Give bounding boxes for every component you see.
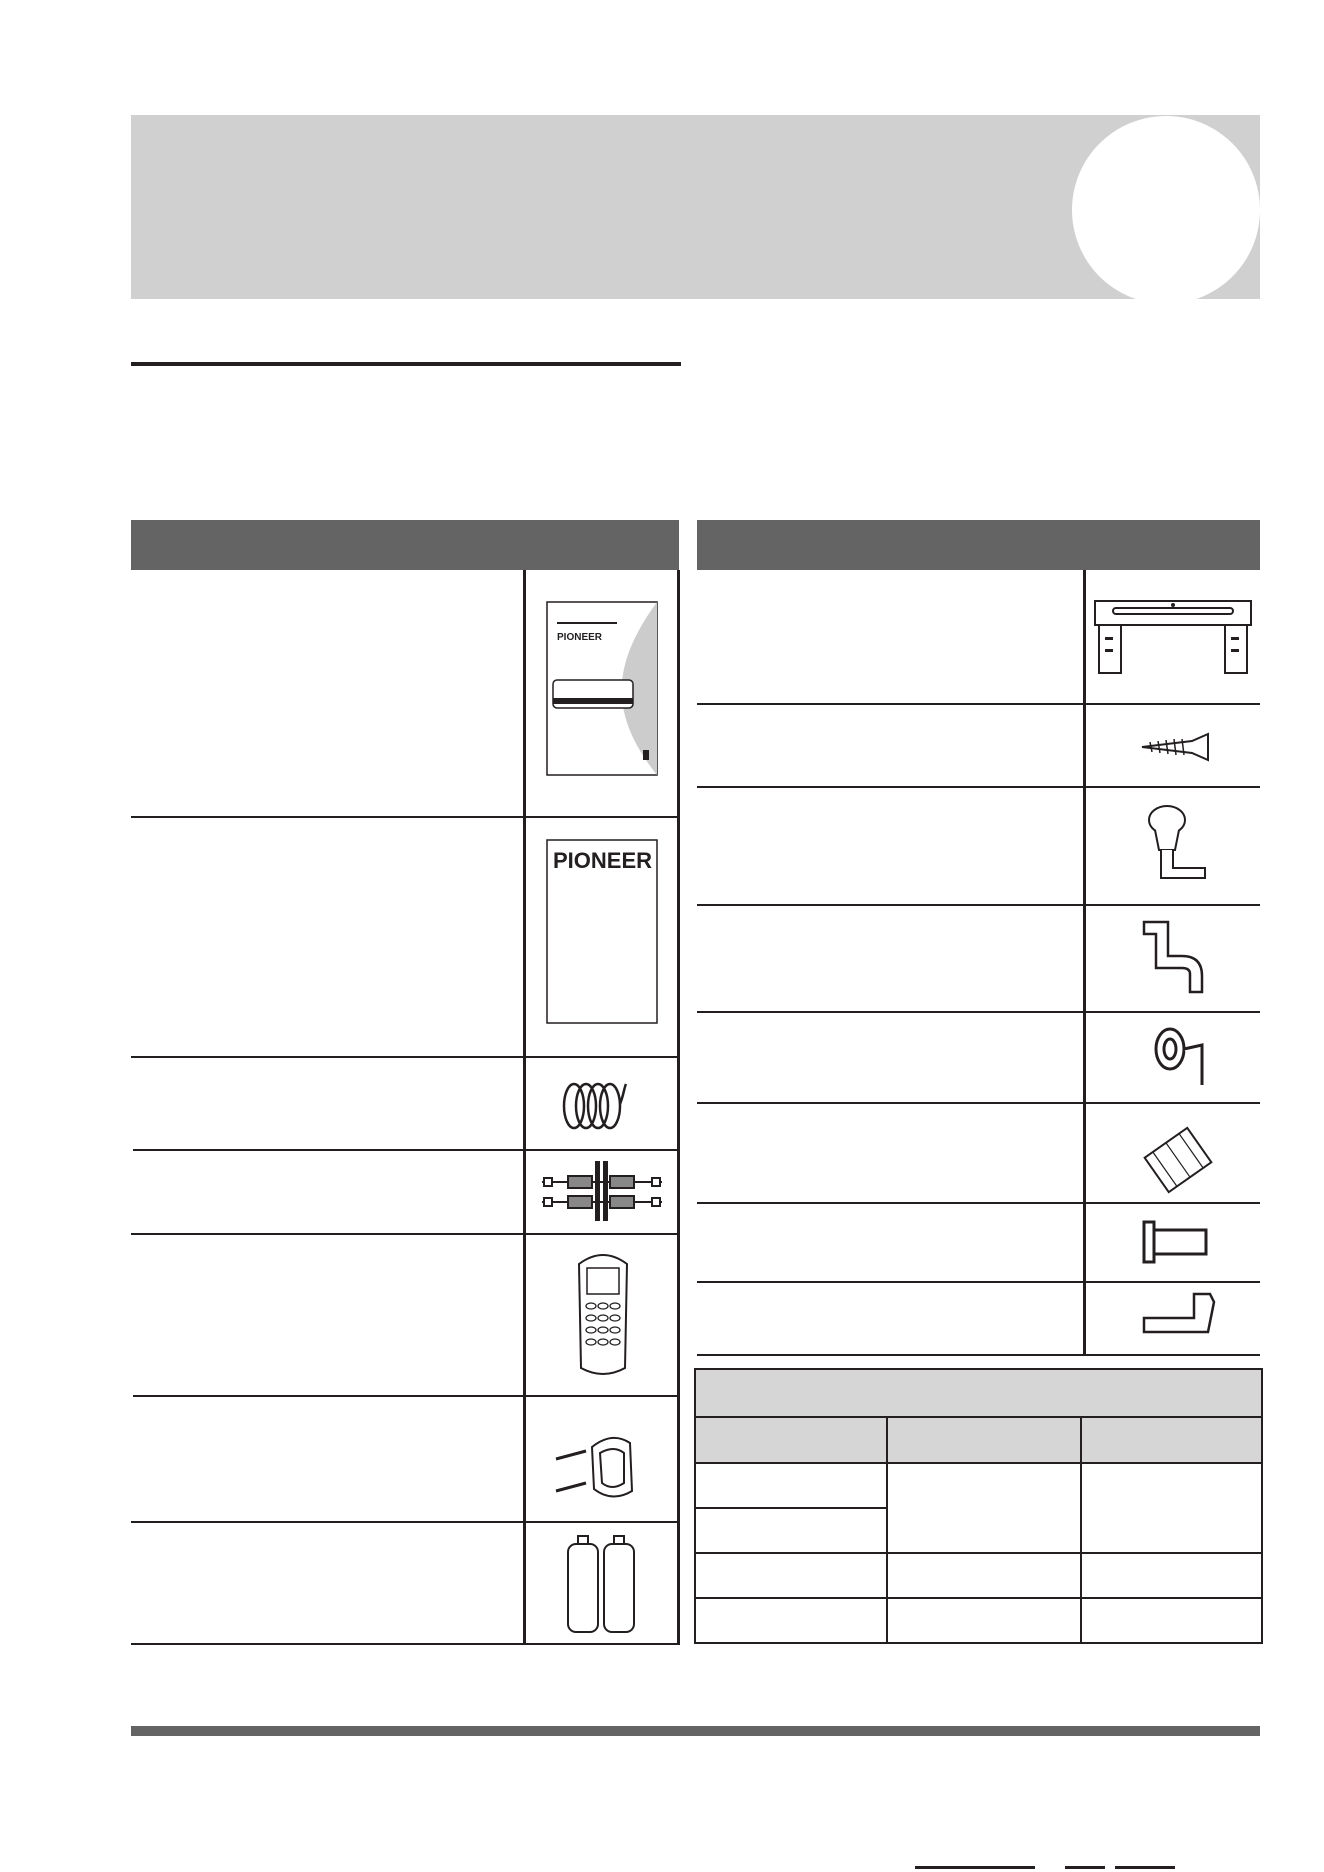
table-cell <box>695 1508 887 1553</box>
table-cell <box>887 1598 1081 1643</box>
table-cell <box>887 1463 1081 1553</box>
row-rule <box>131 1643 679 1645</box>
row-rule <box>697 1281 1260 1283</box>
owners-manual-icon <box>545 600 660 778</box>
row-rule <box>131 1056 679 1058</box>
left-border <box>677 570 680 1645</box>
section-rule <box>131 362 681 366</box>
remote-control-icon <box>575 1250 631 1378</box>
brand-text: PIONEER <box>553 848 653 873</box>
row-rule <box>133 1149 679 1151</box>
right-column-header <box>697 520 1260 570</box>
chapter-circle <box>1072 116 1260 304</box>
row-rule <box>131 1233 679 1235</box>
footer-marks <box>915 1866 1175 1870</box>
table-cell <box>1081 1463 1262 1553</box>
drain-joint-icon <box>1145 800 1215 890</box>
row-rule <box>697 703 1260 705</box>
pipe-table-title <box>695 1369 1262 1417</box>
tape-roll-icon <box>1150 1025 1210 1087</box>
elbow-icon <box>1140 1288 1230 1340</box>
row-rule <box>697 1102 1260 1104</box>
pipe-table <box>694 1368 1263 1644</box>
right-divider <box>1083 570 1086 1355</box>
brand-text: PIONEER <box>557 632 603 643</box>
row-rule <box>697 904 1260 906</box>
table-header-cell <box>695 1417 887 1463</box>
row-rule <box>697 1354 1260 1356</box>
remote-holder-icon <box>552 1425 642 1505</box>
row-rule <box>131 816 679 818</box>
left-column-header <box>131 520 679 570</box>
table-cell <box>1081 1553 1262 1598</box>
row-rule <box>697 1011 1260 1013</box>
batteries-icon <box>564 1532 644 1634</box>
footer-rule <box>131 1726 1260 1736</box>
connective-pipe-icon <box>540 1160 665 1222</box>
row-rule <box>697 786 1260 788</box>
row-rule <box>697 1202 1260 1204</box>
table-cell <box>887 1553 1081 1598</box>
pioneer-booklet-icon <box>545 838 660 1026</box>
left-divider <box>523 570 526 1645</box>
table-cell <box>695 1463 887 1508</box>
table-cell <box>695 1598 887 1643</box>
table-cell <box>1081 1598 1262 1643</box>
drain-hose-icon <box>1140 918 1210 998</box>
row-rule <box>131 1521 679 1523</box>
table-cell <box>695 1553 887 1598</box>
insulation-sleeve-icon <box>1142 1125 1214 1195</box>
coiled-tube-icon <box>560 1078 640 1130</box>
wall-sleeve-icon <box>1140 1220 1210 1264</box>
row-rule <box>133 1395 679 1397</box>
table-header-cell <box>887 1417 1081 1463</box>
screw-icon <box>1140 732 1210 762</box>
table-header-cell <box>1081 1417 1262 1463</box>
mounting-plate-icon <box>1093 595 1253 677</box>
